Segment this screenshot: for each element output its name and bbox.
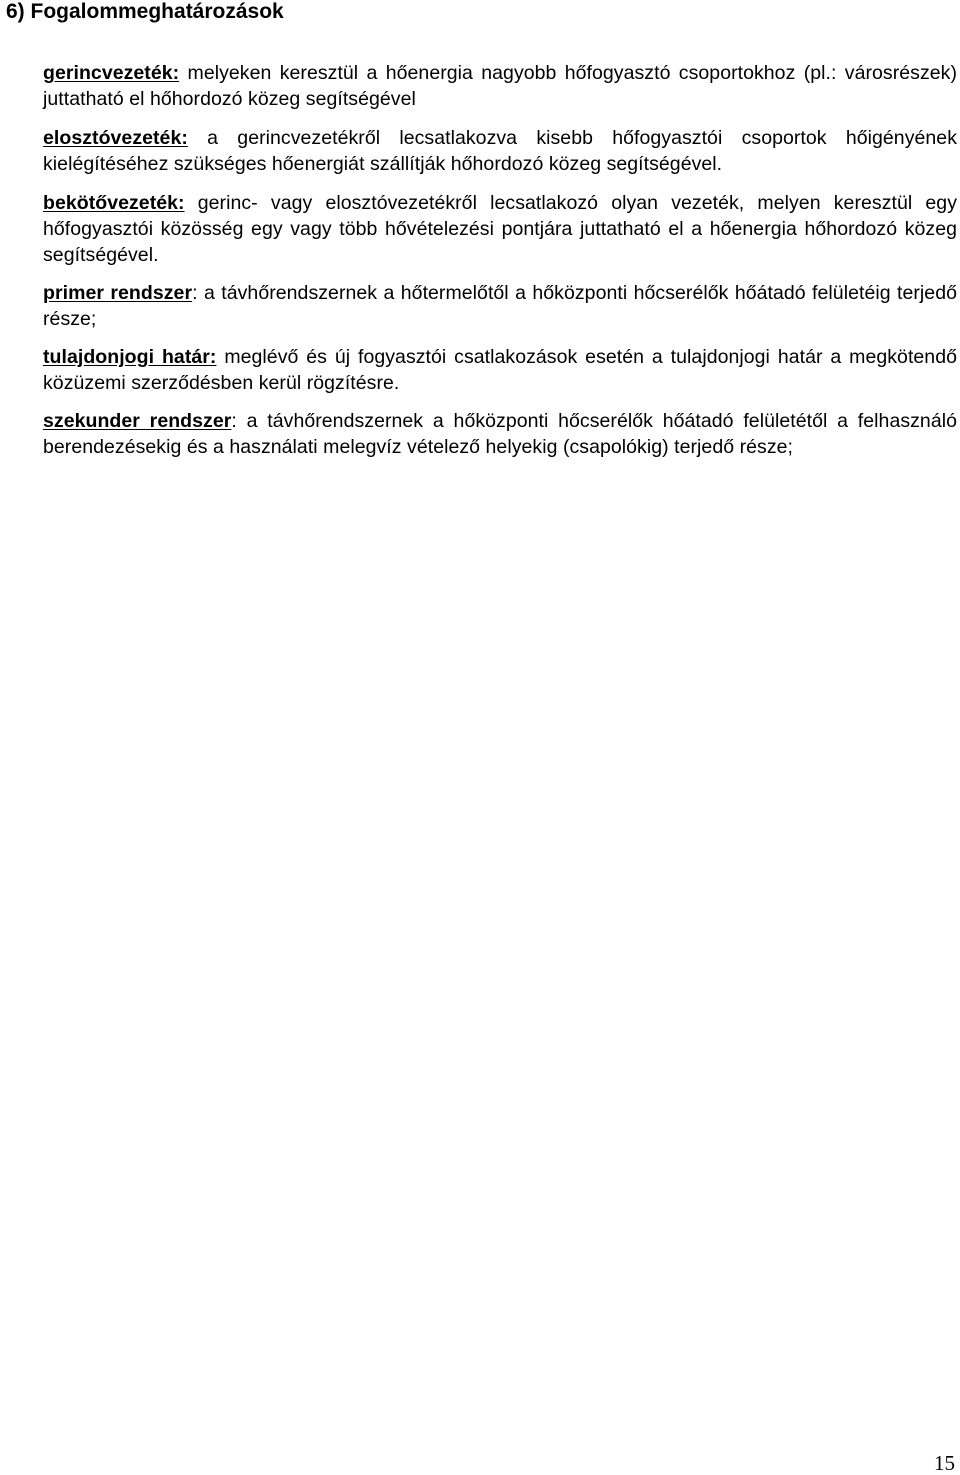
term-szekunder-rendszer: szekunder rendszer bbox=[43, 410, 232, 432]
definition-szekunder-rendszer bbox=[43, 408, 957, 460]
definition-gerincvezetek bbox=[43, 60, 957, 112]
term-elosztovezetek: elosztóvezeték: bbox=[43, 127, 188, 149]
definition-text: a gerincvezetékről lecsatlakozva kisebb hőfogyasztói csoportok hőigényének kielégítéséhez szükséges hőenergiát szállítják hőhordozó közeg segítségével. bbox=[43, 127, 957, 175]
definition-text: : a távhőrendszernek a hőközponti hőcserélők hőátadó felületétől a felhasználó berendezésekig és a használati melegvíz vételező helyekig (csapolókig) terjedő része; bbox=[43, 410, 958, 458]
definition-elosztovezetek bbox=[43, 125, 957, 177]
definition-text: : a távhőrendszernek a hőtermelőtől a hőközponti hőcserélők hőátadó felületéig terjedő része; bbox=[43, 282, 957, 330]
definition-tulajdonjogi-hatar bbox=[43, 344, 957, 396]
term-tulajdonjogi-hatar: tulajdonjogi határ: bbox=[43, 346, 217, 368]
term-gerincvezetek: gerincvezeték: bbox=[43, 62, 180, 84]
section-heading: 6) Fogalommeghatározások bbox=[6, 0, 284, 23]
term-bekotovezetek: bekötővezeték: bbox=[43, 192, 185, 214]
definition-text: meglévő és új fogyasztói csatlakozások esetén a tulajdonjogi határ a megkötendő közüzemi szerződésben kerül rögzítésre. bbox=[43, 346, 957, 394]
term-primer-rendszer: primer rendszer bbox=[43, 282, 193, 304]
definitions-list bbox=[43, 60, 957, 460]
definition-primer-rendszer bbox=[43, 280, 957, 332]
page-number: 15 bbox=[934, 1451, 955, 1475]
definition-text: gerinc- vagy elosztóvezetékről lecsatlakozó olyan vezeték, melyen keresztül egy hőfogyasztói közösség egy vagy több hővételezési pontjára juttatható el a hőenergia hőhordozó közeg segítségével. bbox=[43, 192, 957, 266]
definition-bekotovezetek bbox=[43, 190, 957, 268]
definition-text: melyeken keresztül a hőenergia nagyobb hőfogyasztó csoportokhoz (pl.: városrészek) juttatható el hőhordozó közeg segítségével bbox=[43, 62, 958, 110]
